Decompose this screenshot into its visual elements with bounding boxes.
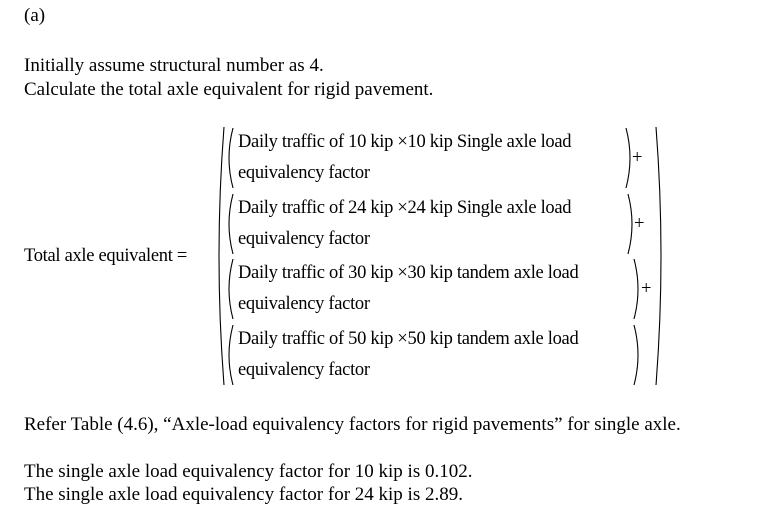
- plus-operator: +: [632, 148, 643, 168]
- result-line: The single axle load equivalency factor for 24 kip is 2.89.: [24, 484, 463, 505]
- equation-lhs: Total axle equivalent =: [24, 246, 188, 266]
- term-line: equivalency factor: [238, 229, 370, 249]
- intro-line: Calculate the total axle equivalent for rigid pavement.: [24, 79, 434, 100]
- term-line: Daily traffic of 30 kip ×30 kip tandem axle load: [238, 263, 579, 283]
- outer-right-paren: [656, 127, 661, 385]
- term-line: equivalency factor: [238, 360, 370, 380]
- inner-left-paren: [229, 194, 233, 254]
- term-line: Daily traffic of 50 kip ×50 kip tandem axle load: [238, 329, 579, 349]
- plus-operator: +: [641, 279, 652, 299]
- inner-left-paren: [229, 325, 233, 385]
- outer-left-paren: [219, 127, 224, 385]
- term-line: equivalency factor: [238, 163, 370, 183]
- term-line: equivalency factor: [238, 294, 370, 314]
- reference-text: Refer Table (4.6), “Axle-load equivalency factors for rigid pavements” for single axle.: [24, 414, 681, 435]
- term-line: Daily traffic of 24 kip ×24 kip Single axle load: [238, 198, 572, 218]
- inner-right-paren: [634, 325, 638, 385]
- inner-right-paren: [628, 194, 632, 254]
- result-line: The single axle load equivalency factor for 10 kip is 0.102.: [24, 461, 473, 482]
- term-line: Daily traffic of 10 kip ×10 kip Single axle load: [238, 132, 572, 152]
- intro-line: Initially assume structural number as 4.: [24, 55, 324, 76]
- part-label: (a): [24, 5, 46, 26]
- inner-right-paren: [634, 259, 638, 319]
- inner-left-paren: [229, 259, 233, 319]
- plus-operator: +: [634, 214, 645, 234]
- inner-left-paren: [229, 128, 233, 188]
- inner-right-paren: [626, 128, 630, 188]
